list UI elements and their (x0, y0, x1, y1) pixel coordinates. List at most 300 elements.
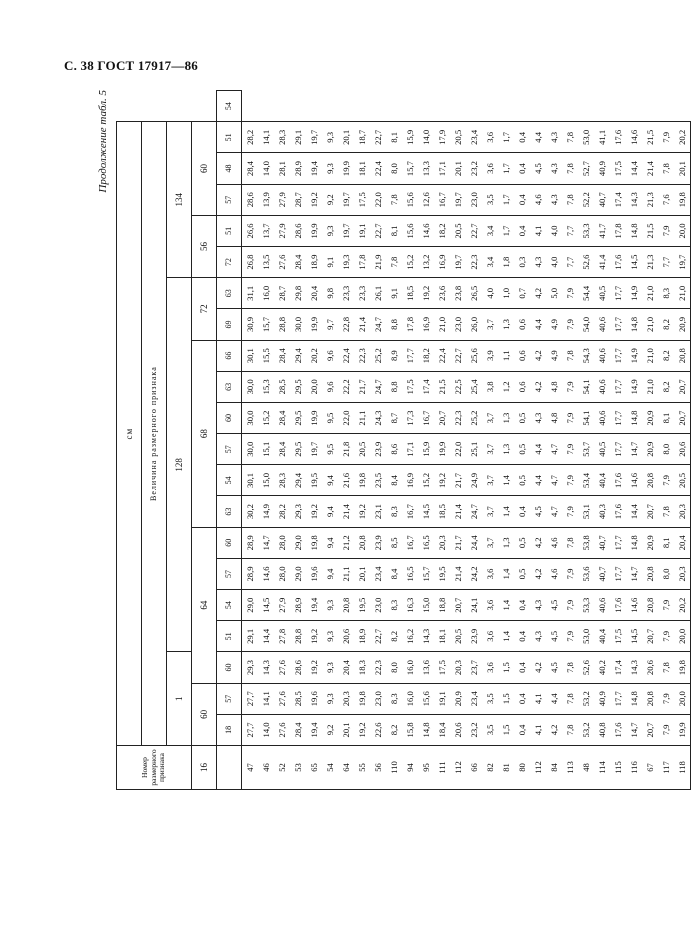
value-cell: 16,5 (418, 527, 434, 558)
value-cell: 1,3 (498, 527, 514, 558)
row-number-cell: 47 (242, 746, 259, 790)
value-cell: 40,6 (594, 371, 610, 402)
value-cell: 0,5 (514, 558, 530, 589)
value-cell: 19,8 (306, 527, 322, 558)
column-value-header: 57 (217, 558, 242, 589)
value-cell: 14,0 (418, 122, 434, 153)
value-cell: 18,4 (434, 714, 450, 745)
table-row (450, 91, 466, 790)
value-cell: 18,5 (434, 496, 450, 527)
value-cell: 7,8 (562, 527, 578, 558)
value-cell: 4,7 (546, 465, 562, 496)
value-cell: 21,3 (642, 247, 658, 278)
value-cell: 7,9 (562, 434, 578, 465)
value-cell: 4,4 (546, 683, 562, 714)
value-cell: 20,5 (450, 122, 466, 153)
value-cell: 19,5 (354, 590, 370, 621)
value-cell: 28,3 (274, 122, 290, 153)
value-cell: 14,6 (418, 215, 434, 246)
value-cell: 15,0 (418, 590, 434, 621)
value-cell: 54,0 (578, 309, 594, 340)
row-number-cell: 46 (258, 746, 274, 790)
column-value-header: 60 (217, 527, 242, 558)
value-cell: 8,0 (386, 153, 402, 184)
value-cell: 14,4 (626, 496, 642, 527)
value-cell: 40,6 (594, 309, 610, 340)
value-cell: 18,1 (354, 153, 370, 184)
value-cell: 22,3 (450, 402, 466, 433)
row-number-cell: 56 (370, 746, 386, 790)
value-cell: 17,6 (610, 465, 626, 496)
value-cell: 1,7 (498, 215, 514, 246)
value-cell: 17,4 (418, 371, 434, 402)
value-cell: 8,5 (386, 527, 402, 558)
value-cell: 8,3 (386, 590, 402, 621)
value-cell: 4,2 (530, 371, 546, 402)
value-cell: 19,2 (354, 714, 370, 745)
value-cell: 3,6 (482, 558, 498, 589)
value-cell: 1,0 (498, 278, 514, 309)
value-cell: 20,0 (674, 683, 691, 714)
value-cell: 17,8 (610, 215, 626, 246)
value-cell: 40,4 (594, 621, 610, 652)
value-cell: 14,8 (626, 683, 642, 714)
value-cell: 40,5 (594, 278, 610, 309)
value-cell: 29,3 (242, 652, 259, 683)
value-cell: 15,2 (418, 465, 434, 496)
value-cell: 20,6 (674, 434, 691, 465)
value-cell: 19,5 (434, 558, 450, 589)
value-cell: 19,7 (338, 215, 354, 246)
value-cell: 14,1 (258, 683, 274, 714)
value-cell: 3,7 (482, 434, 498, 465)
value-cell: 23,4 (466, 683, 482, 714)
value-cell: 0,6 (514, 309, 530, 340)
value-cell: 26,8 (242, 247, 259, 278)
value-cell: 3,6 (482, 590, 498, 621)
value-cell: 23,0 (450, 309, 466, 340)
value-cell: 19,9 (338, 153, 354, 184)
value-cell: 8,9 (386, 340, 402, 371)
row-number-cell: 80 (514, 746, 530, 790)
value-cell: 17,6 (610, 714, 626, 745)
value-cell: 19,7 (338, 184, 354, 215)
row-number-cell: 118 (674, 746, 691, 790)
value-cell: 16,5 (402, 558, 418, 589)
value-cell: 4,2 (530, 558, 546, 589)
column-values-header-row (217, 91, 242, 790)
column-value-header: 54 (217, 590, 242, 621)
value-cell: 0,4 (514, 652, 530, 683)
value-cell: 41,7 (594, 215, 610, 246)
value-cell: 22,3 (370, 652, 386, 683)
value-cell: 18,8 (434, 590, 450, 621)
row-number-cell: 48 (578, 746, 594, 790)
subgroup-16-header: 16 (192, 746, 217, 790)
value-cell: 14,5 (258, 590, 274, 621)
value-cell: 1,4 (498, 558, 514, 589)
row-number-cell: 53 (290, 746, 306, 790)
value-cell: 24,3 (370, 402, 386, 433)
value-cell: 21,0 (434, 309, 450, 340)
value-cell: 28,9 (290, 590, 306, 621)
value-cell: 28,4 (290, 247, 306, 278)
value-cell: 7,8 (562, 153, 578, 184)
value-cell: 53,0 (578, 122, 594, 153)
value-cell: 19,7 (674, 247, 691, 278)
value-cell: 3,7 (482, 527, 498, 558)
value-cell: 4,2 (530, 340, 546, 371)
column-value-header: 51 (217, 122, 242, 153)
value-cell: 19,1 (354, 215, 370, 246)
row-number-cell: 67 (642, 746, 658, 790)
value-cell: 9,6 (322, 371, 338, 402)
value-cell: 17,1 (402, 434, 418, 465)
value-cell: 14,8 (418, 714, 434, 745)
table-continuation-note: Продолжение табл. 5 (97, 90, 109, 193)
value-cell: 18,1 (434, 621, 450, 652)
value-cell: 25,2 (466, 402, 482, 433)
value-cell: 52,6 (578, 247, 594, 278)
value-cell: 23,6 (434, 278, 450, 309)
value-cell: 7,9 (562, 278, 578, 309)
table-row (258, 91, 274, 790)
value-cell: 20,6 (450, 714, 466, 745)
value-cell: 14,0 (258, 714, 274, 745)
row-number-cell: 110 (386, 746, 402, 790)
value-cell: 24,7 (370, 371, 386, 402)
value-cell: 15,6 (418, 683, 434, 714)
table-row (386, 91, 402, 790)
value-cell: 14,6 (626, 465, 642, 496)
column-value-header: 51 (217, 621, 242, 652)
value-cell: 53,6 (578, 558, 594, 589)
table-row (338, 91, 354, 790)
value-cell: 17,7 (610, 683, 626, 714)
value-cell: 4,6 (546, 527, 562, 558)
value-cell: 20,5 (450, 621, 466, 652)
row-number-cell: 55 (354, 746, 370, 790)
value-cell: 21,0 (642, 278, 658, 309)
value-cell: 7,9 (562, 465, 578, 496)
value-cell: 40,6 (594, 402, 610, 433)
table-row (546, 91, 562, 790)
value-cell: 21,7 (450, 465, 466, 496)
table-row (642, 91, 658, 790)
value-cell: 20,8 (674, 340, 691, 371)
value-cell: 19,8 (354, 465, 370, 496)
value-cell: 28,8 (274, 309, 290, 340)
row-number-cell: 111 (434, 746, 450, 790)
value-cell: 15,2 (258, 402, 274, 433)
value-cell: 20,3 (450, 652, 466, 683)
value-cell: 4,4 (530, 465, 546, 496)
row-number-cell: 65 (306, 746, 322, 790)
measurement-table (116, 90, 691, 790)
value-cell: 15,7 (402, 153, 418, 184)
value-cell: 17,7 (610, 527, 626, 558)
value-cell: 28,9 (242, 527, 259, 558)
value-cell: 1,7 (498, 184, 514, 215)
value-cell: 22,7 (370, 122, 386, 153)
value-cell: 20,3 (434, 527, 450, 558)
value-cell: 15,1 (258, 434, 274, 465)
value-cell: 54,4 (578, 278, 594, 309)
value-cell: 29,5 (290, 402, 306, 433)
value-cell: 23,0 (370, 683, 386, 714)
value-cell: 7,9 (562, 309, 578, 340)
value-cell: 7,9 (562, 402, 578, 433)
column-value-header: 57 (217, 184, 242, 215)
value-cell: 5,0 (546, 278, 562, 309)
value-cell: 27,6 (274, 652, 290, 683)
row-number-header-spacer (217, 746, 242, 790)
value-cell: 9,2 (322, 184, 338, 215)
value-cell: 12,6 (418, 184, 434, 215)
value-cell: 9,3 (322, 683, 338, 714)
value-cell: 20,0 (306, 371, 322, 402)
value-cell: 7,6 (658, 184, 674, 215)
row-number-cell: 95 (418, 746, 434, 790)
subgroup-60-header: 60 (192, 683, 217, 745)
value-cell: 1,4 (498, 621, 514, 652)
value-cell: 19,7 (450, 247, 466, 278)
value-cell: 8,3 (386, 683, 402, 714)
value-cell: 27,6 (274, 714, 290, 745)
value-cell: 4,0 (546, 247, 562, 278)
value-cell: 4,3 (546, 122, 562, 153)
value-cell: 4,3 (546, 153, 562, 184)
value-cell: 41,1 (594, 122, 610, 153)
value-cell: 1,3 (498, 402, 514, 433)
value-cell: 7,9 (658, 714, 674, 745)
value-cell: 4,4 (530, 434, 546, 465)
value-cell: 22,4 (434, 340, 450, 371)
value-cell: 16,0 (402, 683, 418, 714)
value-cell: 8,3 (386, 496, 402, 527)
value-cell: 14,0 (258, 153, 274, 184)
value-cell: 19,1 (434, 683, 450, 714)
value-cell: 23,8 (450, 278, 466, 309)
group-128-header: 128 (167, 278, 192, 652)
value-cell: 7,8 (562, 652, 578, 683)
value-cell: 19,9 (306, 402, 322, 433)
value-cell: 22,6 (370, 714, 386, 745)
value-cell: 4,5 (546, 652, 562, 683)
value-cell: 8,2 (386, 621, 402, 652)
value-cell: 40,9 (594, 153, 610, 184)
value-cell: 0,7 (514, 278, 530, 309)
value-cell: 1,5 (498, 714, 514, 745)
value-cell: 21,7 (450, 527, 466, 558)
value-cell: 0,4 (514, 714, 530, 745)
value-cell: 14,9 (626, 371, 642, 402)
value-cell: 23,7 (466, 652, 482, 683)
value-cell: 14,3 (626, 652, 642, 683)
value-cell: 7,9 (658, 683, 674, 714)
value-cell: 7,8 (562, 340, 578, 371)
table-row (626, 91, 642, 790)
value-cell: 19,8 (674, 184, 691, 215)
value-cell: 22,0 (338, 402, 354, 433)
value-cell: 20,9 (450, 683, 466, 714)
value-cell: 20,9 (674, 309, 691, 340)
units-header: см (117, 122, 142, 746)
value-cell: 29,4 (290, 340, 306, 371)
value-cell: 28,9 (242, 558, 259, 589)
value-cell: 1,2 (498, 371, 514, 402)
value-cell: 0,6 (514, 340, 530, 371)
value-cell: 14,4 (258, 621, 274, 652)
value-cell: 4,1 (530, 714, 546, 745)
value-cell: 17,3 (402, 402, 418, 433)
value-cell: 8,0 (658, 434, 674, 465)
value-cell: 21,0 (674, 278, 691, 309)
value-cell: 7,8 (562, 714, 578, 745)
value-cell: 20,1 (338, 714, 354, 745)
value-cell: 19,9 (434, 434, 450, 465)
value-cell: 0,6 (514, 371, 530, 402)
value-cell: 21,5 (642, 215, 658, 246)
value-cell: 7,7 (562, 247, 578, 278)
value-cell: 22,3 (354, 340, 370, 371)
value-cell: 4,0 (482, 278, 498, 309)
value-cell: 3,6 (482, 652, 498, 683)
table-row (530, 91, 546, 790)
table-row (658, 91, 674, 790)
value-cell: 20,4 (306, 278, 322, 309)
value-cell: 23,4 (466, 122, 482, 153)
value-cell: 19,2 (354, 496, 370, 527)
value-cell: 8,0 (658, 558, 674, 589)
table-row (466, 91, 482, 790)
value-cell: 40,7 (594, 527, 610, 558)
column-value-header: 63 (217, 371, 242, 402)
value-cell: 1,5 (498, 652, 514, 683)
value-cell: 40,4 (594, 465, 610, 496)
value-cell: 19,7 (450, 184, 466, 215)
value-cell: 16,0 (402, 652, 418, 683)
value-cell: 23,2 (466, 153, 482, 184)
value-cell: 21,6 (338, 465, 354, 496)
value-cell: 3,5 (482, 683, 498, 714)
value-cell: 20,9 (642, 527, 658, 558)
value-subtitle-header: Величина размерного признака (142, 122, 167, 746)
value-cell: 16,0 (258, 278, 274, 309)
value-cell: 23,0 (466, 184, 482, 215)
value-cell: 8,4 (386, 465, 402, 496)
value-cell: 15,8 (402, 714, 418, 745)
table-row (322, 91, 338, 790)
value-cell: 15,6 (402, 215, 418, 246)
value-cell: 40,3 (594, 496, 610, 527)
value-cell: 7,9 (562, 371, 578, 402)
value-cell: 4,2 (546, 714, 562, 745)
value-cell: 4,9 (546, 340, 562, 371)
value-cell: 17,5 (434, 652, 450, 683)
value-cell: 7,9 (658, 621, 674, 652)
row-number-cell: 94 (402, 746, 418, 790)
value-cell: 13,6 (418, 652, 434, 683)
value-cell: 53,8 (578, 527, 594, 558)
value-cell: 22,4 (370, 153, 386, 184)
value-cell: 22,2 (338, 371, 354, 402)
table-row (594, 91, 610, 790)
value-cell: 20,5 (354, 434, 370, 465)
row-number-cell: 54 (322, 746, 338, 790)
value-cell: 19,4 (306, 714, 322, 745)
value-cell: 22,7 (370, 621, 386, 652)
row-number-cell: 84 (546, 746, 562, 790)
table-row (514, 91, 530, 790)
value-cell: 53,2 (578, 683, 594, 714)
value-cell: 28,6 (290, 652, 306, 683)
value-cell: 13,9 (258, 184, 274, 215)
value-cell: 20,7 (674, 402, 691, 433)
table-row (434, 91, 450, 790)
value-cell: 20,0 (674, 621, 691, 652)
value-cell: 52,2 (578, 184, 594, 215)
value-cell: 18,7 (354, 122, 370, 153)
value-cell: 20,1 (450, 153, 466, 184)
table-row (482, 91, 498, 790)
value-cell: 7,8 (562, 683, 578, 714)
value-cell: 20,3 (338, 683, 354, 714)
value-cell: 15,6 (402, 184, 418, 215)
value-cell: 21,5 (434, 371, 450, 402)
value-cell: 14,9 (626, 340, 642, 371)
value-cell: 31,1 (242, 278, 259, 309)
value-cell: 30,0 (290, 309, 306, 340)
value-cell: 21,0 (642, 309, 658, 340)
value-cell: 3,4 (482, 247, 498, 278)
value-cell: 7,8 (562, 184, 578, 215)
value-cell: 9,4 (322, 527, 338, 558)
value-cell: 15,0 (258, 465, 274, 496)
value-cell: 30,2 (242, 496, 259, 527)
column-value-header: 60 (217, 402, 242, 433)
value-cell: 24,4 (466, 527, 482, 558)
value-cell: 16,9 (418, 309, 434, 340)
value-cell: 28,6 (290, 215, 306, 246)
value-cell: 25,6 (466, 340, 482, 371)
value-cell: 9,3 (322, 652, 338, 683)
value-cell: 20,7 (434, 402, 450, 433)
value-cell: 19,2 (418, 278, 434, 309)
value-cell: 1,7 (498, 153, 514, 184)
value-cell: 0,4 (514, 590, 530, 621)
value-cell: 8,2 (386, 714, 402, 745)
value-cell: 3,7 (482, 309, 498, 340)
value-cell: 16,7 (418, 402, 434, 433)
value-cell: 17,5 (354, 184, 370, 215)
value-cell: 28,1 (274, 153, 290, 184)
value-cell: 21,1 (354, 402, 370, 433)
column-value-header: 69 (217, 309, 242, 340)
value-cell: 40,6 (594, 340, 610, 371)
value-cell: 14,6 (258, 558, 274, 589)
value-cell: 7,8 (386, 184, 402, 215)
row-number-cell: 81 (498, 746, 514, 790)
value-cell: 26,0 (466, 309, 482, 340)
value-cell: 19,2 (434, 465, 450, 496)
value-cell: 28,2 (242, 122, 259, 153)
row-number-cell: 52 (274, 746, 290, 790)
column-value-header: 57 (217, 434, 242, 465)
value-cell: 8,1 (658, 527, 674, 558)
value-cell: 4,6 (546, 558, 562, 589)
value-cell: 13,3 (418, 153, 434, 184)
